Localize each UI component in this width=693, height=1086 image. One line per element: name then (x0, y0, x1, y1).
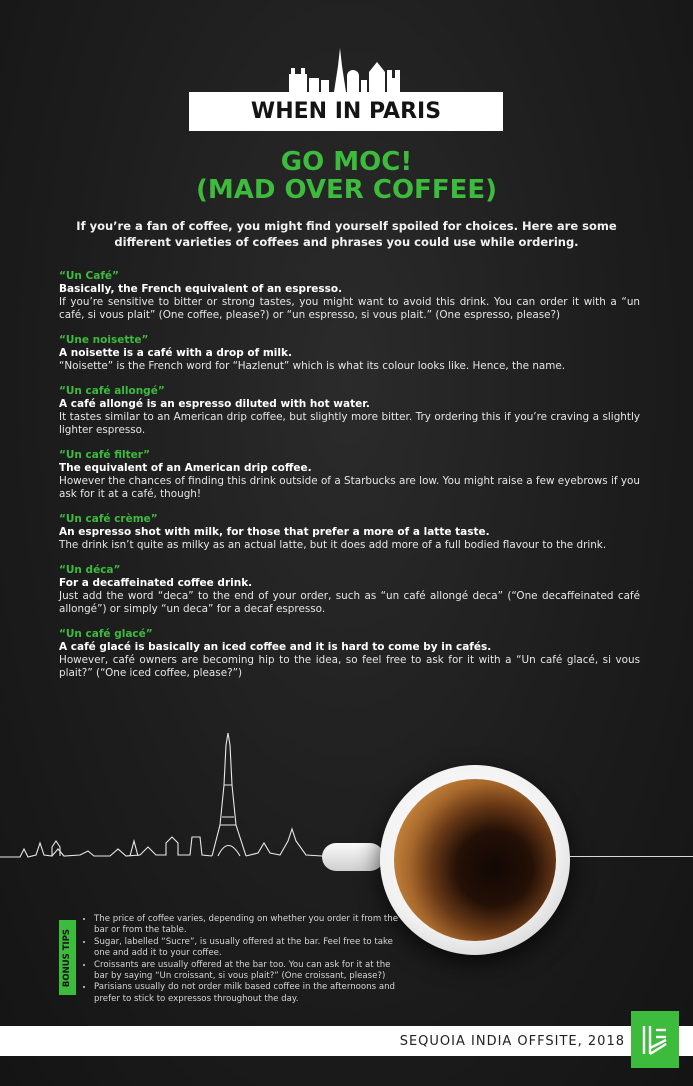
coffee-description: Just add the word “deca” to the end of your order, such as “un café allongé deca” (“One decaffeinated café allongé”) or simply “un deca” for a decaf espresso. (59, 590, 640, 615)
coffee-description: If you’re sensitive to bitter or strong tastes, you might want to avoid this drink. You can order it with a “un café, si vous plait” (One coffee, please?) or “un espresso, si vous plait.” (One espresso, please?) (59, 296, 640, 321)
coffee-description: However the chances of finding this drink outside of a Starbucks are low. You might raise a few eyebrows if you ask for it at a café, though! (59, 475, 640, 500)
coffee-description: “Noisette” is the French word for “Hazlenut” which is what its colour looks like. Hence, the name. (59, 360, 566, 372)
coffee-list (59, 270, 640, 692)
coffee-entry (59, 449, 640, 501)
coffee-surface (394, 779, 556, 941)
coffee-summary: An espresso shot with milk, for those that prefer a more of a latte taste. (59, 526, 490, 538)
coffee-entry (59, 385, 640, 437)
coffee-name: “Un café filter” (59, 449, 151, 461)
coffee-summary: A café allongé is an espresso diluted with hot water. (59, 398, 370, 410)
coffee-entry (59, 628, 640, 680)
footer-bar (0, 1026, 693, 1056)
bonus-tips-list (84, 914, 404, 1005)
banner-title: WHEN IN PARIS (250, 99, 442, 124)
coffee-summary: A noisette is a café with a drop of milk. (59, 347, 292, 359)
bonus-tips-label-text: BONUS TIPS (62, 928, 73, 987)
coffee-name: “Une noisette” (59, 334, 149, 346)
intro-text: If you’re a fan of coffee, you might find yourself spoiled for choices. Here are some different varieties of coffees and phrases you could use while ordering. (76, 219, 617, 249)
coffee-name: “Un Café” (59, 270, 119, 282)
coffee-summary: A café glacé is basically an iced coffee and it is hard to come by in cafés. (59, 641, 492, 653)
coffee-summary: Basically, the French equivalent of an espresso. (59, 283, 343, 295)
cup-handle (322, 843, 384, 871)
bonus-tip-item: • Croissants are usually offered at the bar too. You can ask for it at the bar by saying “Un croissant, si vous plait?” (One croissant, please?) (94, 960, 404, 983)
coffee-summary: For a decaffeinated coffee drink. (59, 577, 253, 589)
coffee-description: It tastes similar to an American drip coffee, but slightly more bitter. Try ordering this if you’re craving a slightly lighter espresso. (59, 411, 640, 436)
sequoia-logo-icon (631, 1011, 679, 1068)
coffee-summary: The equivalent of an American drip coffee. (59, 462, 312, 474)
coffee-description: However, café owners are becoming hip to the idea, so feel free to ask for it with a “Un café glacé, si vous plait?” (“One iced coffee, please?”) (59, 654, 640, 679)
coffee-cup-image (380, 765, 570, 955)
coffee-entry (59, 334, 640, 373)
title-banner (189, 92, 503, 131)
coffee-name: “Un café glacé” (59, 628, 153, 640)
coffee-entry (59, 564, 640, 616)
paris-skyline-icon (287, 46, 407, 92)
bonus-tip-item: • The price of coffee varies, depending on whether you order it from the bar or from the table. (94, 914, 404, 937)
headline (0, 148, 693, 204)
coffee-entry (59, 270, 640, 322)
bonus-tip-item: • Sugar, labelled “Sucre”, is usually offered at the bar. Feel free to take one and add it to your coffee. (94, 937, 404, 960)
coffee-name: “Un café allongé” (59, 385, 165, 397)
bonus-tips-label (59, 920, 76, 995)
coffee-description: The drink isn’t quite as milky as an actual latte, but it does add more of a full bodied flavour to the drink. (59, 539, 607, 551)
coffee-entry (59, 513, 640, 552)
headline-line-1: GO MOC! (280, 147, 413, 177)
coffee-name: “Un déca” (59, 564, 121, 576)
footer-text: SEQUOIA INDIA OFFSITE, 2018 (399, 1034, 625, 1049)
bonus-tip-item: • Parisians usually do not order milk based coffee in the afternoons and prefer to stick to expressos throughout the day. (94, 982, 404, 1005)
coffee-name: “Un café crème” (59, 513, 158, 525)
headline-line-2: (MAD OVER COFFEE) (196, 175, 497, 205)
divider-line (570, 856, 693, 857)
